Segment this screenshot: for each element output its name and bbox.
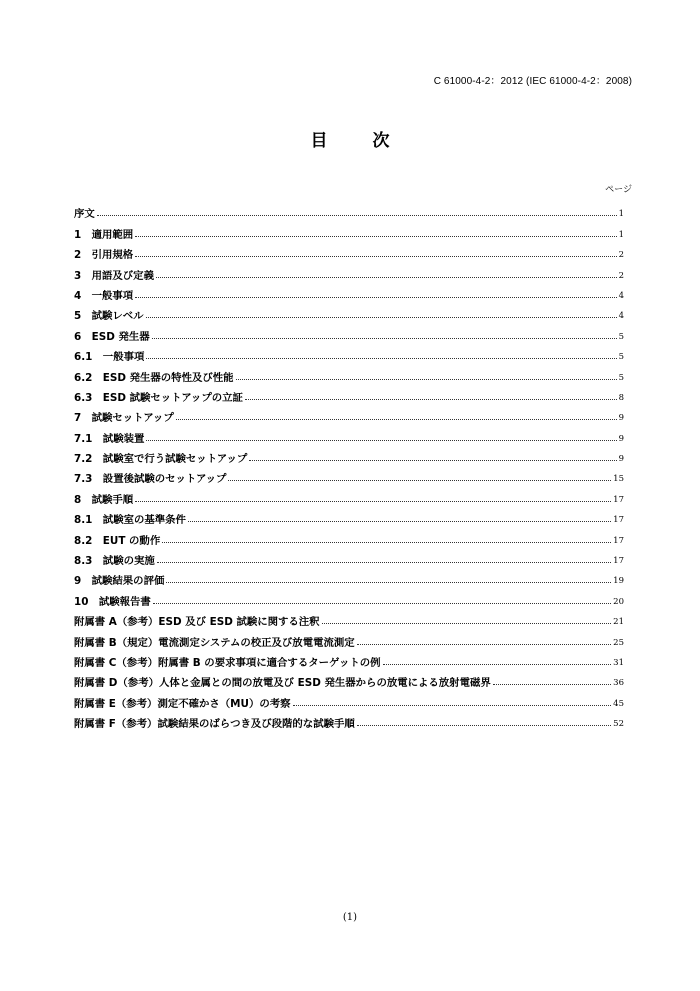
dot-leader xyxy=(188,520,611,522)
table-of-contents xyxy=(74,200,624,730)
toc-entry-page: 2 xyxy=(618,250,624,261)
toc-entry-page: 17 xyxy=(613,515,624,526)
toc-entry-page: 4 xyxy=(618,290,624,301)
dot-leader xyxy=(322,622,612,624)
toc-entry[interactable] xyxy=(74,220,624,240)
dot-leader xyxy=(152,337,617,339)
dot-leader xyxy=(135,255,616,257)
toc-entry[interactable] xyxy=(74,384,624,404)
toc-entry-label: 8.2 EUT の動作 xyxy=(74,534,161,547)
toc-entry-page: 17 xyxy=(613,556,624,567)
toc-entry-page: 1 xyxy=(618,209,624,220)
toc-entry-label: 2 引用規格 xyxy=(74,249,134,262)
dot-leader xyxy=(157,561,611,563)
toc-entry-page: 9 xyxy=(618,454,624,465)
dot-leader xyxy=(249,459,616,461)
toc-entry[interactable] xyxy=(74,649,624,669)
dot-leader xyxy=(357,643,612,645)
toc-entry-page: 31 xyxy=(613,657,624,668)
toc-entry[interactable] xyxy=(74,628,624,648)
toc-entry-label: 附属書 A（参考）ESD 及び ESD 試験に関する注釈 xyxy=(74,616,320,629)
toc-entry[interactable] xyxy=(74,689,624,709)
dot-leader xyxy=(146,439,616,441)
toc-entry[interactable] xyxy=(74,363,624,383)
toc-entry-label: 附属書 B（規定）電流測定システムの校正及び放電電流測定 xyxy=(74,636,355,649)
toc-entry-label: 1 適用範囲 xyxy=(74,228,134,241)
toc-entry-label: 10 試験報告書 xyxy=(74,595,151,608)
toc-entry-page: 21 xyxy=(613,617,624,628)
toc-entry[interactable] xyxy=(74,343,624,363)
toc-entry-label: 附属書 E（参考）測定不確かさ（MU）の考察 xyxy=(74,697,291,710)
toc-entry[interactable] xyxy=(74,404,624,424)
toc-entry-label: 6.1 一般事項 xyxy=(74,351,145,364)
toc-entry-page: 1 xyxy=(618,229,624,240)
toc-entry[interactable] xyxy=(74,587,624,607)
toc-entry[interactable] xyxy=(74,261,624,281)
page-number: (1) xyxy=(342,912,358,923)
dot-leader xyxy=(228,479,611,481)
toc-entry-page: 9 xyxy=(618,433,624,444)
dot-leader xyxy=(97,214,617,216)
toc-entry[interactable] xyxy=(74,445,624,465)
dot-leader xyxy=(135,500,611,502)
toc-entry[interactable] xyxy=(74,302,624,322)
toc-entry-label: 7.1 試験装置 xyxy=(74,432,145,445)
toc-entry-label: 4 一般事項 xyxy=(74,289,134,302)
toc-entry-label: 7.2 試験室で行う試験セットアップ xyxy=(74,453,248,466)
dot-leader xyxy=(236,378,617,380)
toc-entry-page: 2 xyxy=(618,270,624,281)
dot-leader xyxy=(162,541,611,543)
toc-entry-label: 6.2 ESD 発生器の特性及び性能 xyxy=(74,371,234,384)
toc-entry[interactable] xyxy=(74,669,624,689)
dot-leader xyxy=(293,704,612,706)
toc-entry[interactable] xyxy=(74,465,624,485)
toc-entry-page: 5 xyxy=(618,331,624,342)
toc-entry-label: 3 用語及び定義 xyxy=(74,269,154,282)
dot-leader xyxy=(135,235,616,237)
toc-entry[interactable] xyxy=(74,322,624,342)
toc-entry-page: 45 xyxy=(613,698,624,709)
toc-entry-label: 附属書 F（参考）試験結果のばらつき及び段階的な試験手順 xyxy=(74,718,355,731)
toc-entry-page: 5 xyxy=(618,372,624,383)
toc-entry[interactable] xyxy=(74,526,624,546)
toc-entry-page: 25 xyxy=(613,637,624,648)
toc-entry-page: 19 xyxy=(613,576,624,587)
dot-leader xyxy=(156,276,617,278)
document-code-header: C 61000-4-2：2012 (IEC 61000-4-2：2008) xyxy=(433,76,632,87)
toc-entry[interactable] xyxy=(74,506,624,526)
page-title: 目 次 xyxy=(310,131,404,151)
toc-entry-page: 5 xyxy=(618,352,624,363)
dot-leader xyxy=(146,316,617,318)
toc-entry-label: 7 試験セットアップ xyxy=(74,412,174,425)
dot-leader xyxy=(493,683,611,685)
toc-entry-page: 17 xyxy=(613,535,624,546)
toc-entry-label: 9 試験結果の評価 xyxy=(74,575,165,588)
toc-entry-label: 附属書 C（参考）附属書 B の要求事項に適合するターゲットの例 xyxy=(74,656,381,669)
toc-entry-page: 8 xyxy=(618,392,624,403)
toc-entry[interactable] xyxy=(74,282,624,302)
toc-entry-page: 9 xyxy=(618,413,624,424)
toc-entry[interactable] xyxy=(74,608,624,628)
dot-leader xyxy=(383,663,612,665)
dot-leader xyxy=(176,418,617,420)
toc-entry-label: 8.3 試験の実施 xyxy=(74,555,155,568)
dot-leader xyxy=(166,581,611,583)
toc-entry-page: 15 xyxy=(613,474,624,485)
toc-entry[interactable] xyxy=(74,485,624,505)
toc-entry[interactable] xyxy=(74,424,624,444)
toc-entry-label: 6 ESD 発生器 xyxy=(74,330,150,343)
toc-entry-page: 20 xyxy=(613,596,624,607)
toc-entry-label: 6.3 ESD 試験セットアップの立証 xyxy=(74,391,243,404)
toc-entry-label: 7.3 設置後試験のセットアップ xyxy=(74,473,227,486)
toc-entry[interactable] xyxy=(74,710,624,730)
dot-leader xyxy=(245,398,617,400)
toc-entry-label: 8 試験手順 xyxy=(74,493,134,506)
toc-entry-label: 8.1 試験室の基準条件 xyxy=(74,514,186,527)
toc-entry-page: 52 xyxy=(613,719,624,730)
toc-entry[interactable] xyxy=(74,567,624,587)
toc-entry-label: 附属書 D（参考）人体と金属との間の放電及び ESD 発生器からの放電による放射電磁界 xyxy=(74,677,491,690)
dot-leader xyxy=(153,602,611,604)
toc-entry-label: 5 試験レベル xyxy=(74,310,144,323)
toc-entry[interactable] xyxy=(74,200,624,220)
toc-entry[interactable] xyxy=(74,547,624,567)
dot-leader xyxy=(146,357,616,359)
toc-entry-label: 序文 xyxy=(74,208,95,221)
dot-leader xyxy=(135,296,616,298)
toc-entry-page: 4 xyxy=(618,311,624,322)
page-column-label: ページ xyxy=(605,185,632,195)
dot-leader xyxy=(357,724,611,726)
toc-entry-page: 17 xyxy=(613,494,624,505)
toc-entry-page: 36 xyxy=(613,678,624,689)
toc-entry[interactable] xyxy=(74,241,624,261)
